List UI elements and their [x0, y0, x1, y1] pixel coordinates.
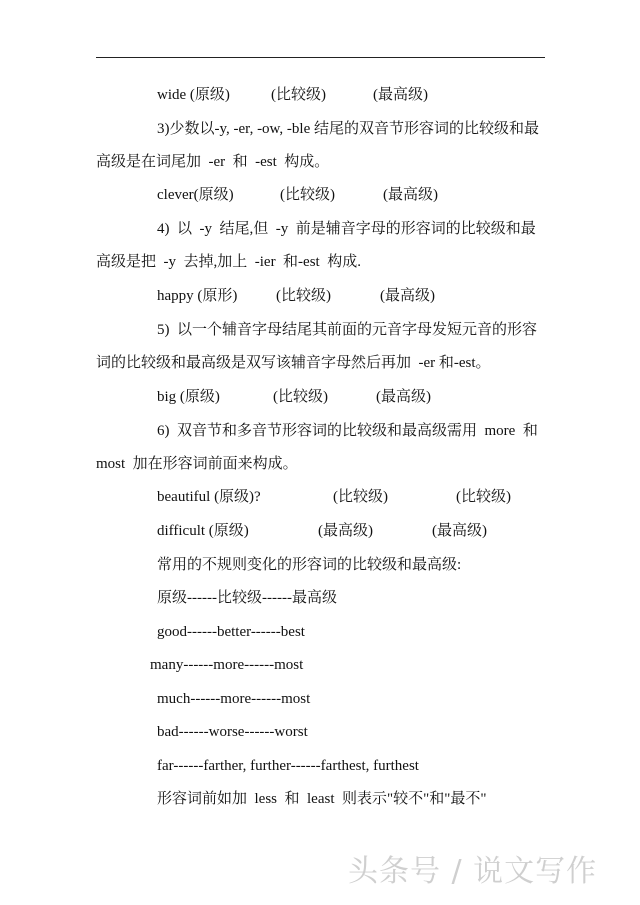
superlative-form: (最高级) — [380, 288, 435, 304]
superlative-form: (比较级) — [456, 489, 511, 505]
irregular-much: much------more------most — [157, 691, 311, 707]
superlative-form: (最高级) — [376, 389, 431, 405]
rule-5-line-1: 5) 以一个辅音字母结尾其前面的元音字母发短元音的形容 — [157, 322, 537, 338]
rule-3-line-2: 高级是在词尾加 -er 和 -est 构成。 — [96, 154, 330, 170]
irregular-good: good------better------best — [157, 624, 305, 640]
comparative-form: (比较级) — [280, 187, 335, 203]
rule-5-line-2: 词的比较级和最高级是双写该辅音字母然后再加 -er 和-est。 — [96, 355, 491, 371]
base-form: wide (原级) — [157, 87, 230, 103]
watermark: 头条号 / 说文写作 — [348, 854, 598, 889]
irregular-far: far------farther, further------farthest, furthest — [157, 758, 419, 774]
rule-3-line-1: 3)少数以-y, -er, -ow, -ble 结尾的双音节形容词的比较级和最 — [157, 121, 539, 137]
base-form: big (原级) — [157, 389, 220, 405]
rule-6-line-1: 6) 双音节和多音节形容词的比较级和最高级需用 more 和 — [157, 423, 538, 439]
rule-4-line-1: 4) 以 -y 结尾,但 -y 前是辅音字母的形容词的比较级和最 — [157, 221, 536, 237]
superlative-form: (最高级) — [383, 187, 438, 203]
base-form: happy (原形) — [157, 288, 238, 304]
comparative-form: (比较级) — [273, 389, 328, 405]
superlative-form: (最高级) — [373, 87, 428, 103]
base-form: beautiful (原级)? — [157, 489, 261, 505]
comparative-form: (比较级) — [276, 288, 331, 304]
irregular-many: many------more------most — [150, 657, 304, 673]
base-form: clever(原级) — [157, 187, 234, 203]
superlative-form: (最高级) — [432, 523, 487, 539]
comparative-form: (最高级) — [318, 523, 373, 539]
irregular-header: 原级------比较级------最高级 — [157, 590, 337, 606]
comparative-form: (比较级) — [271, 87, 326, 103]
rule-4-line-2: 高级是把 -y 去掉,加上 -ier 和-est 构成. — [96, 254, 361, 270]
base-form: difficult (原级) — [157, 523, 249, 539]
comparative-form: (比较级) — [333, 489, 388, 505]
less-least-note: 形容词前如加 less 和 least 则表示"较不"和"最不" — [157, 791, 487, 807]
rule-6-line-2: most 加在形容词前面来构成。 — [96, 456, 298, 472]
irregular-bad: bad------worse------worst — [157, 724, 308, 740]
irregular-intro: 常用的不规则变化的形容词的比较级和最高级: — [157, 557, 462, 573]
header-rule — [96, 57, 545, 58]
